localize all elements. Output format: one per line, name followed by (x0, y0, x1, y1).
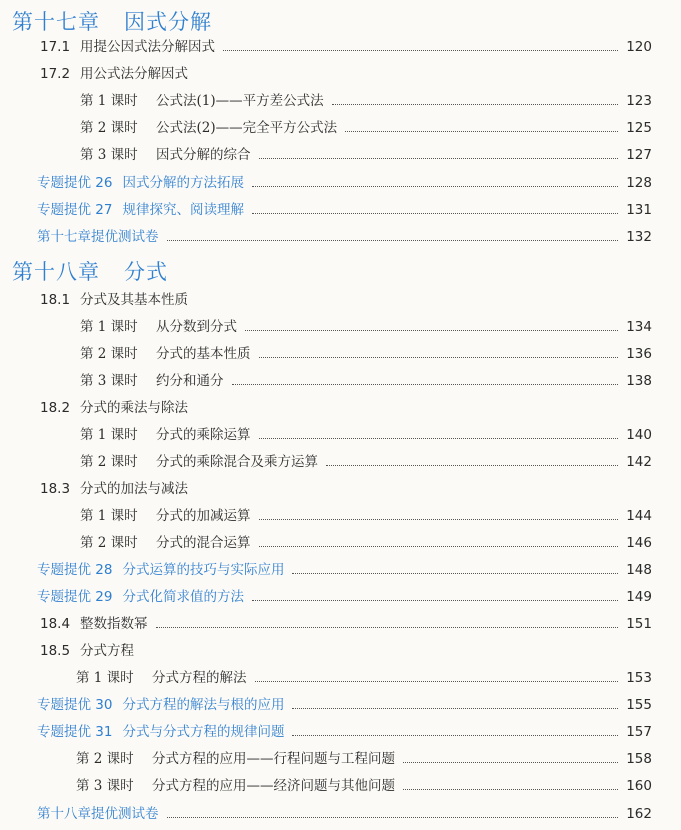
dot-leader (259, 357, 619, 358)
dot-leader (223, 50, 618, 51)
dot-leader (292, 735, 618, 736)
lesson-title: 分式方程的解法 (152, 670, 247, 686)
lesson-title: 约分和通分 (156, 373, 224, 389)
toc-entry[interactable] (80, 316, 652, 338)
topic-number: 专题提优 29 (37, 589, 113, 605)
dot-leader (259, 519, 619, 520)
lesson-number: 第 2 课时 (80, 120, 138, 136)
page-number: 149 (626, 589, 652, 605)
page-number: 128 (626, 175, 652, 191)
dot-leader (167, 240, 619, 241)
section-title: 用提公因式法分解因式 (80, 39, 215, 55)
page-number: 157 (626, 724, 652, 740)
page-number: 155 (626, 697, 652, 713)
section-title: 分式及其基本性质 (80, 292, 188, 308)
toc-section-heading[interactable] (40, 478, 652, 500)
lesson-number: 第 1 课时 (80, 508, 138, 524)
topic-title: 因式分解的方法拓展 (122, 175, 244, 191)
dot-leader (259, 158, 619, 159)
dot-leader (326, 465, 618, 466)
lesson-number: 第 3 课时 (76, 778, 134, 794)
toc-topic-entry[interactable] (37, 586, 652, 608)
page-number: 160 (626, 778, 652, 794)
toc-entry[interactable] (80, 117, 652, 139)
toc-section-heading[interactable] (40, 289, 652, 311)
topic-title: 分式方程的解法与根的应用 (122, 697, 285, 713)
toc-topic-entry[interactable] (37, 172, 652, 194)
dot-leader (403, 762, 618, 763)
toc-entry[interactable] (80, 90, 652, 112)
dot-leader (259, 438, 619, 439)
lesson-title: 从分数到分式 (156, 319, 237, 335)
section-number: 18.5 (40, 643, 71, 659)
section-number: 18.1 (40, 292, 71, 308)
topic-title: 分式运算的技巧与实际应用 (122, 562, 285, 578)
toc-entry[interactable] (80, 532, 652, 554)
dot-leader (245, 330, 618, 331)
page-number: 162 (626, 806, 652, 822)
toc-entry[interactable] (80, 370, 652, 392)
lesson-number: 第 3 课时 (80, 373, 138, 389)
page-number: 123 (626, 93, 652, 109)
page-number: 148 (626, 562, 652, 578)
test-title: 第十八章提优测试卷 (37, 806, 159, 822)
lesson-number: 第 1 课时 (80, 427, 138, 443)
topic-title: 分式化简求值的方法 (122, 589, 244, 605)
toc-entry[interactable] (80, 144, 652, 166)
toc-test-entry[interactable] (37, 226, 652, 248)
toc-topic-entry[interactable] (37, 199, 652, 221)
lesson-number: 第 1 课时 (76, 670, 134, 686)
lesson-title: 因式分解的综合 (156, 147, 251, 163)
toc-entry[interactable] (80, 343, 652, 365)
lesson-title: 分式的混合运算 (156, 535, 251, 551)
topic-number: 专题提优 30 (37, 697, 113, 713)
chapter-17-heading (12, 6, 212, 36)
page-number: 151 (626, 616, 652, 632)
lesson-title: 分式的乘除运算 (156, 427, 251, 443)
toc-topic-entry[interactable] (37, 694, 652, 716)
toc-entry[interactable] (76, 775, 652, 797)
dot-leader (252, 186, 618, 187)
section-number: 17.2 (40, 66, 71, 82)
chapter-title: 分式 (124, 260, 168, 284)
toc-entry[interactable] (40, 36, 652, 58)
toc-entry[interactable] (76, 748, 652, 770)
page-number: 142 (626, 454, 652, 470)
section-title: 分式方程 (80, 643, 134, 659)
lesson-title: 公式法(1)——平方差公式法 (156, 93, 324, 109)
dot-leader (255, 681, 619, 682)
topic-number: 专题提优 31 (37, 724, 113, 740)
dot-leader (292, 708, 618, 709)
test-title: 第十七章提优测试卷 (37, 229, 159, 245)
page-number: 140 (626, 427, 652, 443)
page-number: 153 (626, 670, 652, 686)
dot-leader (232, 384, 619, 385)
chapter-18-heading (12, 256, 168, 286)
dot-leader (156, 627, 619, 628)
dot-leader (252, 213, 618, 214)
dot-leader (167, 817, 619, 818)
lesson-number: 第 1 课时 (80, 93, 138, 109)
page-number: 120 (626, 39, 652, 55)
dot-leader (345, 131, 618, 132)
chapter-title: 因式分解 (124, 10, 212, 34)
lesson-number: 第 2 课时 (80, 346, 138, 362)
section-title: 用公式法分解因式 (80, 66, 188, 82)
lesson-title: 分式的加减运算 (156, 508, 251, 524)
lesson-number: 第 2 课时 (80, 535, 138, 551)
toc-topic-entry[interactable] (37, 559, 652, 581)
page-number: 158 (626, 751, 652, 767)
toc-topic-entry[interactable] (37, 721, 652, 743)
toc-entry[interactable] (80, 505, 652, 527)
page-number: 138 (626, 373, 652, 389)
dot-leader (403, 789, 618, 790)
lesson-number: 第 3 课时 (80, 147, 138, 163)
topic-number: 专题提优 27 (37, 202, 113, 218)
toc-test-entry[interactable] (37, 803, 652, 825)
dot-leader (332, 104, 618, 105)
lesson-title: 分式方程的应用——经济问题与其他问题 (152, 778, 395, 794)
page-number: 144 (626, 508, 652, 524)
lesson-number: 第 1 课时 (80, 319, 138, 335)
lesson-title: 分式的乘除混合及乘方运算 (156, 454, 318, 470)
lesson-number: 第 2 课时 (80, 454, 138, 470)
chapter-number: 第十八章 (12, 260, 100, 284)
page-number: 134 (626, 319, 652, 335)
topic-title: 规律探究、阅读理解 (122, 202, 244, 218)
toc-section-heading[interactable] (40, 63, 652, 85)
toc-entry[interactable] (80, 451, 652, 473)
lesson-title: 分式方程的应用——行程问题与工程问题 (152, 751, 395, 767)
dot-leader (252, 600, 618, 601)
page-number: 131 (626, 202, 652, 218)
section-title: 分式的加法与减法 (80, 481, 188, 497)
section-number: 17.1 (40, 39, 71, 55)
page-number: 136 (626, 346, 652, 362)
lesson-number: 第 2 课时 (76, 751, 134, 767)
chapter-number: 第十七章 (12, 10, 100, 34)
page-number: 125 (626, 120, 652, 136)
toc-entry[interactable] (40, 613, 652, 635)
section-number: 18.4 (40, 616, 71, 632)
section-title: 分式的乘法与除法 (80, 400, 188, 416)
lesson-title: 分式的基本性质 (156, 346, 251, 362)
topic-number: 专题提优 26 (37, 175, 113, 191)
section-number: 18.2 (40, 400, 71, 416)
toc-section-heading[interactable] (40, 640, 652, 662)
page-number: 146 (626, 535, 652, 551)
page-number: 127 (626, 147, 652, 163)
lesson-title: 公式法(2)——完全平方公式法 (156, 120, 338, 136)
toc-section-heading[interactable] (40, 397, 652, 419)
page-number: 132 (626, 229, 652, 245)
section-number: 18.3 (40, 481, 71, 497)
toc-entry[interactable] (76, 667, 652, 689)
topic-number: 专题提优 28 (37, 562, 113, 578)
dot-leader (259, 546, 619, 547)
toc-entry[interactable] (80, 424, 652, 446)
topic-title: 分式与分式方程的规律问题 (122, 724, 285, 740)
dot-leader (292, 573, 618, 574)
section-title: 整数指数幂 (80, 616, 148, 632)
